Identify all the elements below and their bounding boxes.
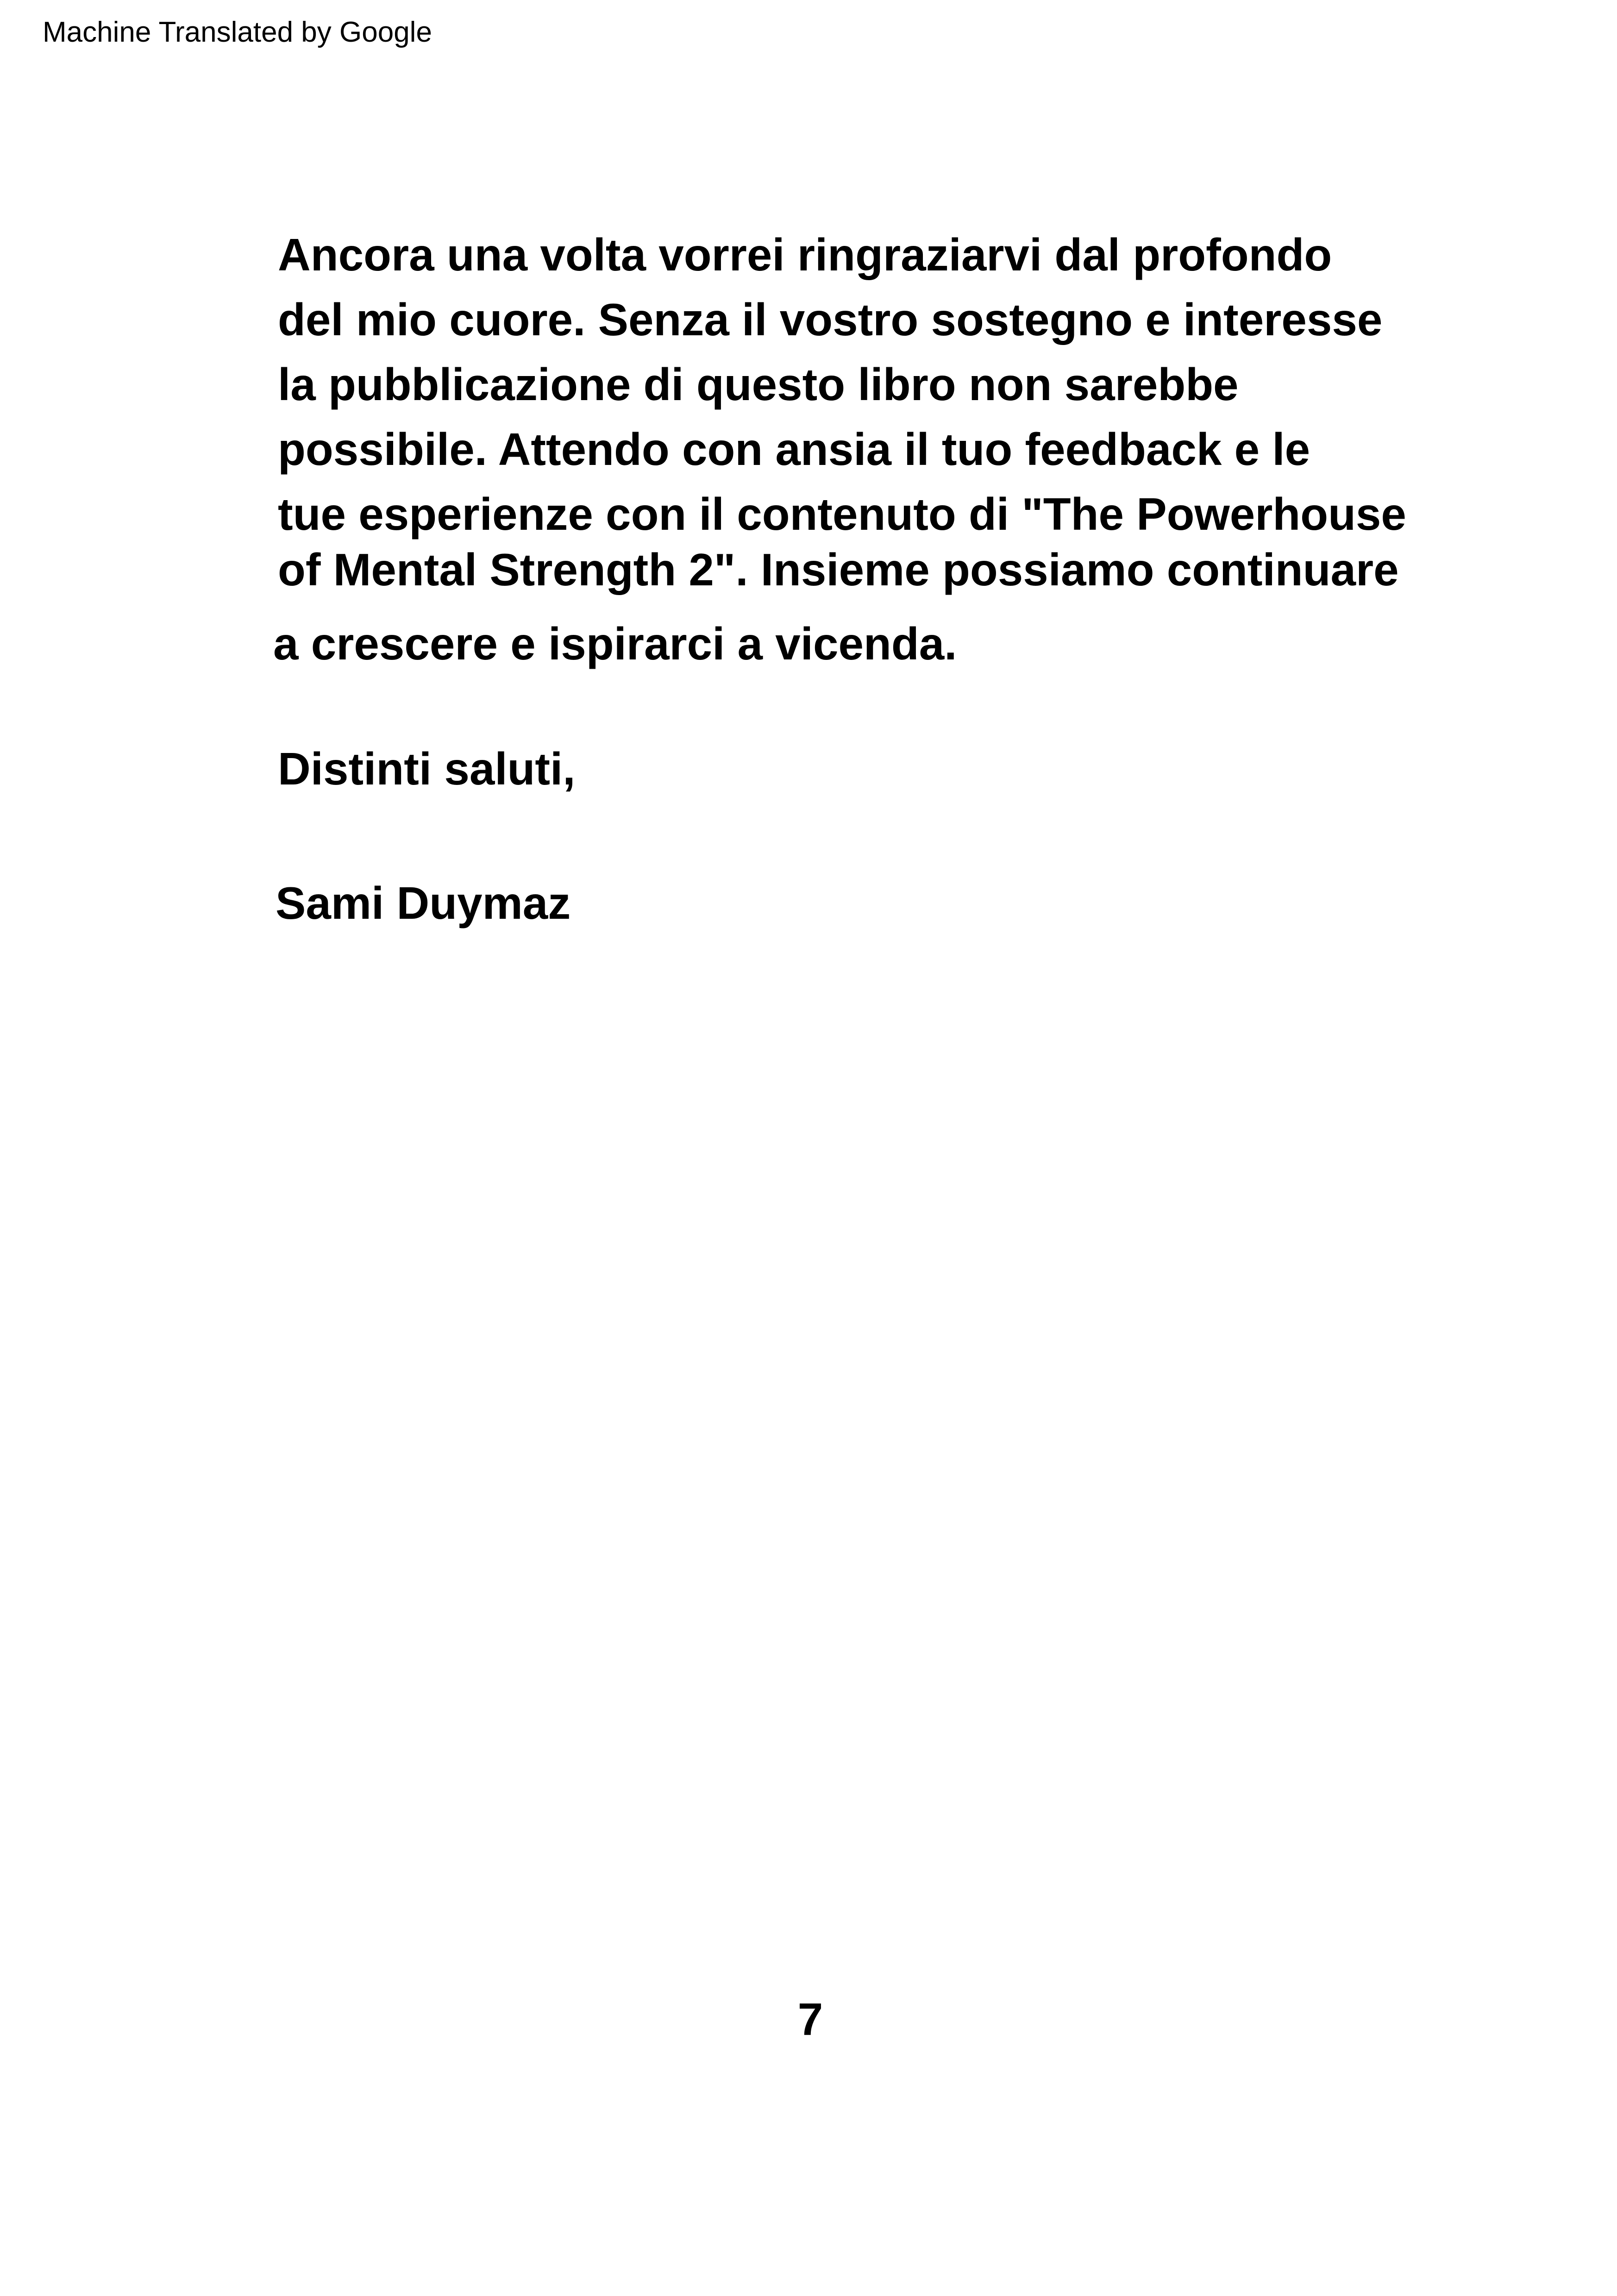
signature-name: Sami Duymaz (276, 878, 571, 928)
watermark-text: Machine Translated by Google (43, 16, 432, 48)
paragraph-line: del mio cuore. Senza il vostro sostegno e interesse (278, 294, 1383, 345)
paragraph-line: possibile. Attendo con ansia il tuo feedback e le (278, 424, 1310, 475)
paragraph-line: Ancora una volta vorrei ringraziarvi dal profondo (278, 229, 1332, 280)
paragraph-line: la pubblicazione di questo libro non sarebbe (278, 359, 1239, 410)
page-number: 7 (797, 1994, 823, 2045)
paragraph-line: a crescere e ispirarci a vicenda. (273, 618, 957, 669)
paragraph-line: of Mental Strength 2". Insieme possiamo continuare (278, 544, 1399, 595)
paragraph-line: tue esperienze con il contenuto di "The Powerhouse (278, 489, 1406, 539)
closing-salutation: Distinti saluti, (278, 743, 576, 794)
